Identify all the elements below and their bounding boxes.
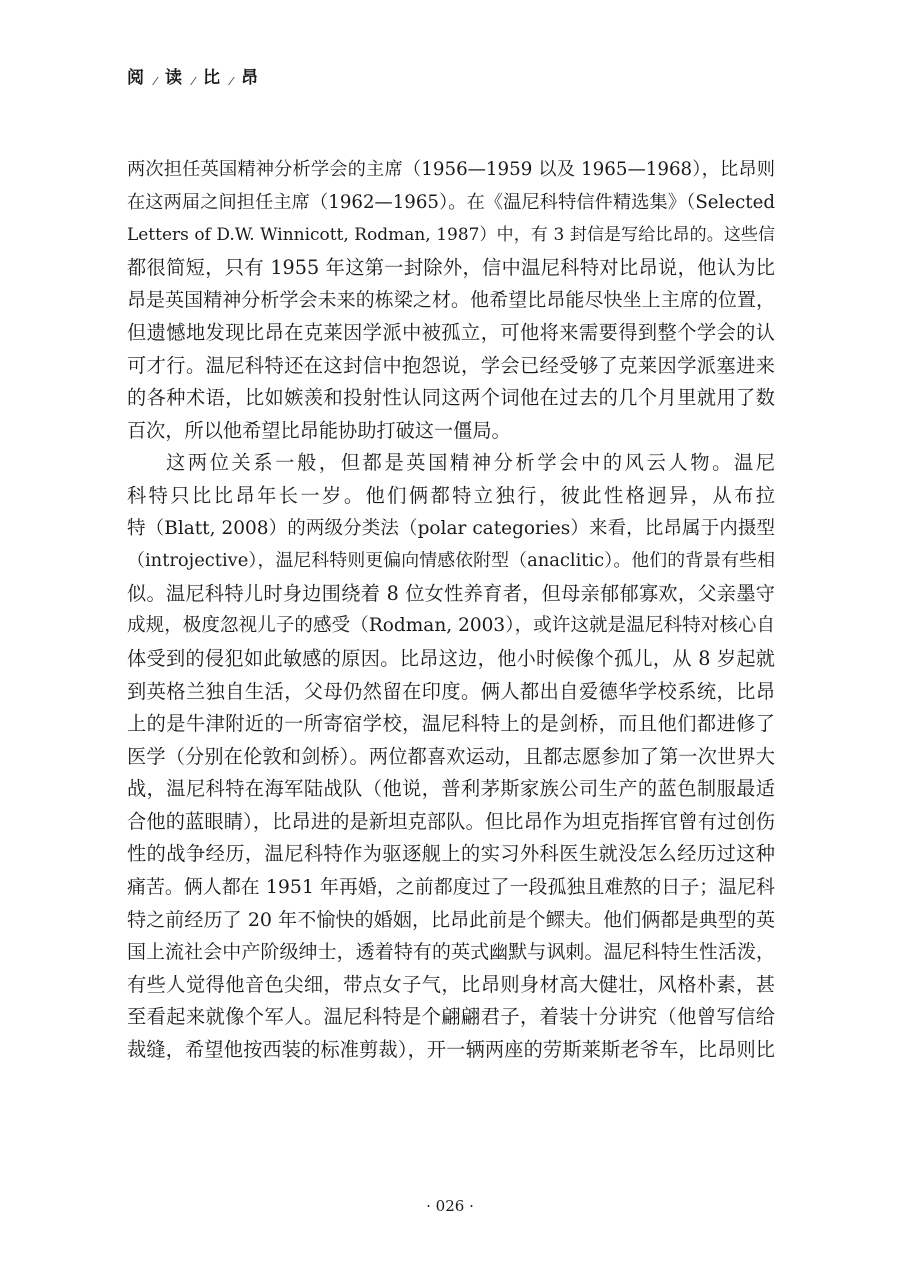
text-line: 痛苦。俩人都在 1951 年再婚，之前都度过了一段孤独且难熬的日子；温尼科: [127, 876, 775, 899]
running-head-char: 比: [203, 68, 220, 88]
text-line: 科特只比比昂年长一岁。他们俩都特立独行，彼此性格迥异，从布拉: [127, 483, 775, 507]
running-head-char: 昂: [241, 68, 258, 88]
text-line: 裁缝，希望他按西装的标准剪裁），开一辆两座的劳斯莱斯老爷车，比昂则比: [127, 1038, 775, 1062]
text-line: 的各种术语，比如嫉羡和投射性认同这两个词他在过去的几个月里就用了数: [127, 386, 775, 410]
text-line: 至看起来就像个军人。温尼科特是个翩翩君子，着装十分讲究（他曾写信给: [127, 1005, 775, 1029]
text-line: 昂是英国精神分析学会未来的栋梁之材。他希望比昂能尽快坐上主席的位置，: [127, 289, 775, 312]
text-line: 到英格兰独自生活，父母仍然留在印度。俩人都出自爱德华学校系统，比昂: [127, 679, 775, 703]
text-line: 特之前经历了 20 年不愉快的婚姻，比昂此前是个鳏夫。他们俩都是典型的英: [127, 908, 775, 931]
text-line: 医学（分别在伦敦和剑桥）。两位都喜欢运动，且都志愿参加了第一次世界大: [127, 744, 775, 768]
text-line: 国上流社会中产阶级绅士，透着特有的英式幽默与讽刺。温尼科特生性活泼，: [127, 941, 775, 964]
running-head-separator: [184, 77, 197, 85]
running-head-char: 读: [165, 68, 182, 88]
text-line: Letters of D.W. Winnicott, Rodman, 1987）中，有 3 封信是写给比昂的。这些信: [127, 225, 775, 246]
paragraph-2: [127, 447, 775, 1066]
body-text: [127, 154, 775, 1067]
text-line: 都很简短，只有 1955 年这第一封除外，信中温尼科特对比昂说，他认为比: [127, 255, 775, 279]
text-line: 在这两届之间担任主席（1962—1965）。在《温尼科特信件精选集》（Selected: [127, 191, 775, 213]
text-line: 合他的蓝眼睛），比昂进的是新坦克部队。但比昂作为坦克指挥官曾有过创伤: [127, 809, 775, 833]
text-line: （introjective），温尼科特则更偏向情感依附型（anaclitic）。他们的背景有些相: [127, 550, 775, 572]
text-line: 上的是牛津附近的一所寄宿学校，温尼科特上的是剑桥，而且他们都进修了: [127, 712, 775, 736]
text-line: 但遗憾地发现比昂在克莱因学派中被孤立，可他将来需要得到整个学会的认: [127, 320, 775, 344]
running-head: [127, 66, 258, 90]
text-line: 有些人觉得他音色尖细，带点女子气，比昂则身材高大健壮，风格朴素，甚: [127, 972, 775, 996]
text-line: 可才行。温尼科特还在这封信中抱怨说，学会已经受够了克莱因学派塞进来: [127, 353, 775, 377]
text-line: 体受到的侵犯如此敏感的原因。比昂这边，他小时候像个孤儿，从 8 岁起就: [127, 646, 775, 670]
paragraph-1: [127, 154, 775, 447]
text-line: 百次，所以他希望比昂能协助打破这一僵局。: [127, 418, 511, 442]
text-line: 两次担任英国精神分析学会的主席（1956—1959 以及 1965—1968），比昂则: [127, 159, 775, 180]
running-head-separator: [146, 77, 159, 85]
text-line: 性的战争经历，温尼科特作为驱逐舰上的实习外科医生就没怎么经历过这种: [127, 842, 775, 866]
running-head-char: 阅: [127, 68, 144, 88]
text-line: 特（Blatt, 2008）的两级分类法（polar categories）来看，比昂属于内摄型: [127, 517, 775, 539]
text-line: 这两位关系一般，但都是英国精神分析学会中的风云人物。温尼: [166, 451, 775, 475]
running-head-separator: [222, 77, 235, 85]
page-number: · 026 ·: [426, 1197, 474, 1215]
text-line: 成规，极度忽视儿子的感受（Rodman, 2003），或许这就是温尼科特对核心自: [127, 615, 775, 637]
text-line: 似。温尼科特儿时身边围绕着 8 位女性养育者，但母亲郁郁寡欢，父亲墨守: [127, 581, 775, 605]
text-line: 战，温尼科特在海军陆战队（他说，普利茅斯家族公司生产的蓝色制服最适: [127, 777, 775, 801]
